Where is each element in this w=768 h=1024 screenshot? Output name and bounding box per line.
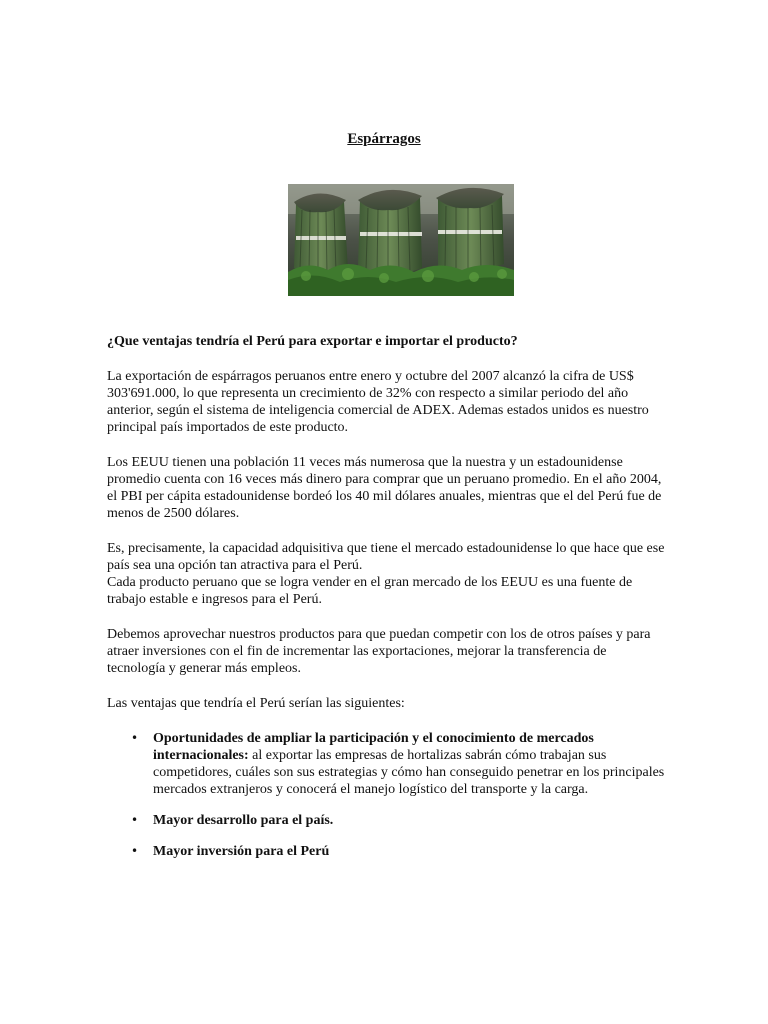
paragraph-eeuu-population: Los EEUU tienen una población 11 veces más numerosa que la nuestra y un estadounidense promedio cuenta con 16 veces más dinero para comprar que un peruano promedio. En el año 2004, el PBI per cápita estadounidense bordeó los 40 mil dólares anuales, mientras que el del Perú fue de menos de 2500 dólares. [107, 455, 662, 521]
advantage-heading: Mayor inversión para el Perú [153, 844, 330, 859]
advantage-heading: Mayor desarrollo para el país. [153, 813, 334, 828]
paragraph-peruvian-product: Cada producto peruano que se logra vender en el gran mercado de los EEUU es una fuente de trabajo estable e ingresos para el Perú. [107, 575, 633, 607]
paragraph-export: La exportación de espárragos peruanos entre enero y octubre del 2007 alcanzó la cifra de US$ 303'691.000, lo que representa un crecimiento de 32% con respecto a similar periodo del año anterior, según el sistema de inteligencia comercial de ADEX. Ademas estados unidos es nuestro principal país importados de este producto. [107, 369, 649, 435]
page-title: Espárragos [347, 131, 421, 147]
list-item [107, 730, 667, 798]
document-body [107, 333, 667, 874]
advantage-text: al exportar las empresas de hortalizas sabrán cómo trabajan sus competidores, cuáles son sus estrategias y cómo han conseguido penetrar en los principales mercados extranjeros y conocerá el manejo logístico del transporte y la carga. [153, 748, 665, 797]
asparagus-photo [288, 184, 514, 296]
section-question: ¿Que ventajas tendría el Perú para exportar e importar el producto? [107, 334, 518, 349]
bullet-icon: • [131, 731, 139, 745]
list-item [107, 812, 667, 829]
paragraph-compete: Debemos aprovechar nuestros productos para que puedan competir con los de otros países y para atraer inversiones con el fin de incrementar las exportaciones, mejorar la transferencia de tecnología y generar más empleos. [107, 627, 651, 676]
advantage-heading: Oportunidades de ampliar la participación y el conocimiento de mercados internacionales: [153, 731, 594, 763]
paragraph-purchasing-power: Es, precisamente, la capacidad adquisitiva que tiene el mercado estadounidense lo que hace que ese país sea una opción tan atractiva para el Perú. [107, 541, 665, 573]
bullet-icon: • [131, 844, 139, 858]
advantages-list [107, 730, 667, 860]
bullet-icon: • [131, 813, 139, 827]
paragraph-advantages-intro: Las ventajas que tendría el Perú serían las siguientes: [107, 696, 405, 711]
list-item [107, 843, 667, 860]
